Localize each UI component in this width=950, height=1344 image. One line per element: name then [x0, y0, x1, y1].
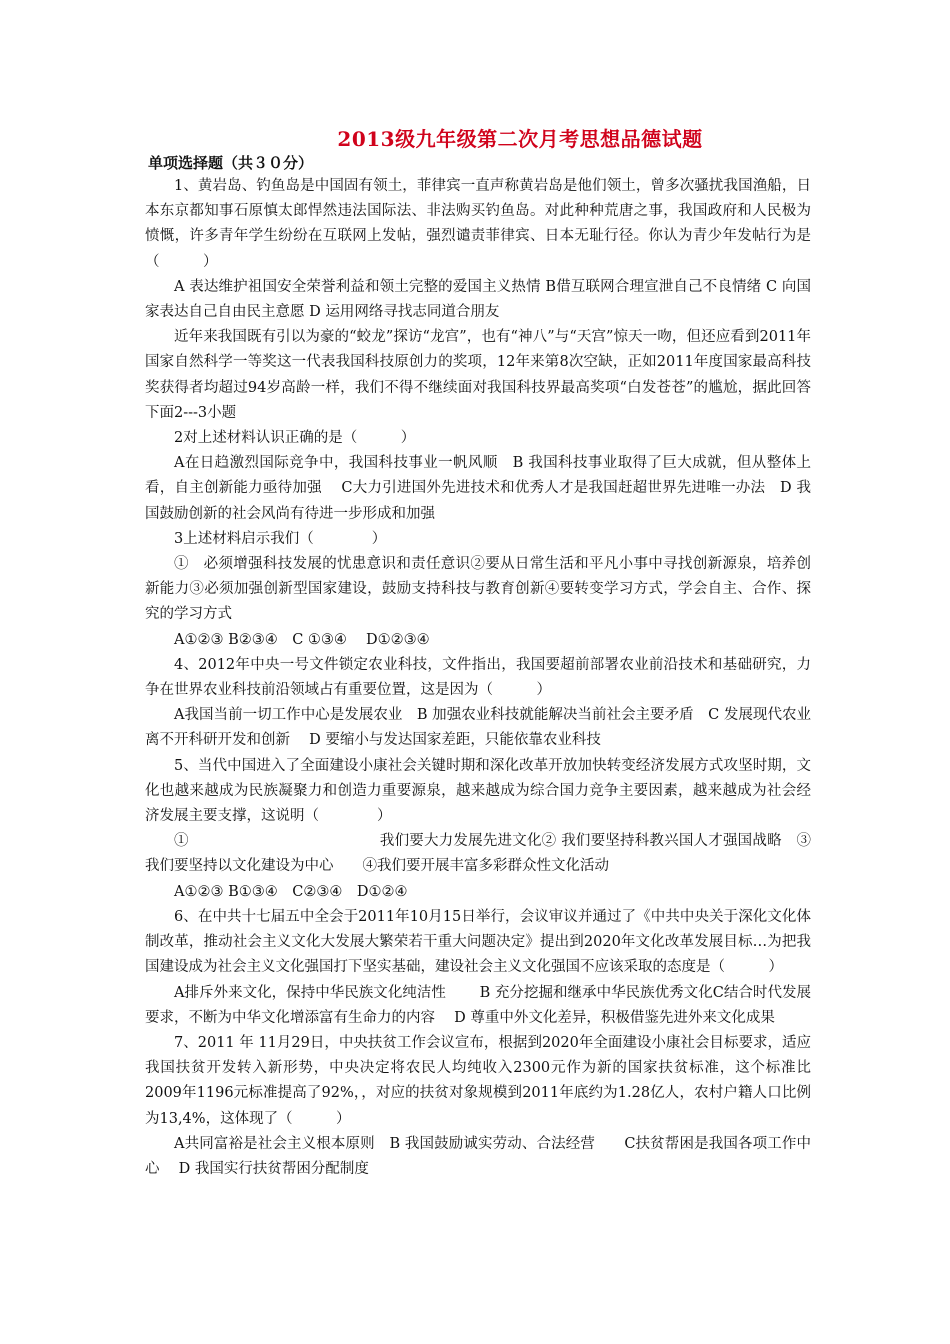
question-7-options: A共同富裕是社会主义根本原则 B 我国鼓励诚实劳动、合法经营 C扶贫帮困是我国各项工作中心 D 我国实行扶贫帮困分配制度 [145, 1135, 811, 1177]
question-2: 2对上述材料认识正确的是（ ） [174, 430, 416, 447]
question-2-options: A在日趋激烈国际竞争中，我国科技事业一帆风顺 B 我国科技事业取得了巨大成就，但从整体上看，自主创新能力亟待加强 C大力引进国外先进技术和优秀人才是我国赶超世界先进唯一办法 D 我国鼓励创新的社会风尚有待进一步形成和加强 [145, 455, 811, 522]
question-5: 5、当代中国进入了全面建设小康社会关键时期和深化改革开放加快转变经济发展方式攻坚时期，文化也越来越成为民族凝聚力和创造力重要源泉，越来越成为综合国力竞争主要因素，越来越成为社会经济发展主要支撑，这说明（ ） [145, 757, 811, 825]
question-5-options: A①②③ B①③④ C②③④ D①②④ [174, 883, 408, 900]
question-1: 1、黄岩岛、钓鱼岛是中国固有领土，菲律宾一直声称黄岩岛是他们领土，曾多次骚扰我国渔船，日本东京都知事石原慎太郎悍然违法国际法、非法购买钓鱼岛。对此种种荒唐之事，我国政府和人民极为愤慨，许多青年学生纷纷在互联网上发帖，强烈谴责菲律宾、日本无耻行径。你认为青少年发帖行为是（ ） [145, 178, 811, 270]
question-7: 7、2011 年 11月29日，中央扶贫工作会议宣布，根据到2020年全面建设小康社会目标要求，适应我国扶贫开发转入新形势，中央决定将农民人均纯收入2300元作为新的国家扶贫标准，这个标准比2009年1196元标准提高了92%，，对应的扶贫对象规模到2011年底约为1.28亿人，农村户籍人口比例为13,4%，这体现了（ ） [145, 1034, 811, 1127]
material-passage: 近年来我国既有引以为豪的“蛟龙”探访“龙宫”，也有“神八”与“天宫”惊天一吻，但还应看到2011年国家自然科学一等奖这一代表我国科技原创力的奖项，12年来第8次空缺，正如2011年度国家最高科技奖获得者均超过94岁高龄一样，我们不得不继续面对我国科技界最高奖项“白发苍苍”的尴尬，据此回答下面2---3小题 [145, 329, 811, 421]
question-3: 3上述材料启示我们（ ） [174, 530, 387, 547]
question-3-options: A①②③ B②③④ C ①③④ D①②③④ [174, 631, 430, 648]
question-1-options: A 表达维护祖国安全荣誉利益和领土完整的爱国主义热情 B借互联网合理宣泄自己不良情绪 C 向国家表达自己自由民主意愿 D 运用网络寻找志同道合朋友 [145, 278, 811, 321]
question-6-options: A排斥外来文化，保持中华民族文化纯洁性 B 充分挖掘和继承中华民族优秀文化C结合时代发展要求，不断为中华文化增添富有生命力的内容 D 尊重中外文化差异，积极借鉴先进外来文化成果 [145, 984, 811, 1026]
question-5-statements: ① 我们要大力发展先进文化② 我们要坚持科教兴国人才强国战略 ③ 我们要坚持以文化建设为中心 ④我们要开展丰富多彩群众性文化活动 [145, 833, 811, 875]
question-6: 6、在中共十七届五中全会于2011年10月15日举行，会议审议并通过了《中共中央关于深化文化体制改革，推动社会主义文化大发展大繁荣若干重大问题决定》提出到2020年文化改革发展目标…为把我国建设成为社会主义文化强国打下坚实基础，建设社会主义文化强国不应该采取的态度是（ ） [145, 908, 811, 976]
section-heading: 单项选择题（共３０分） [148, 154, 314, 172]
page-title: 2013级九年级第二次月考思想品德试题 [337, 127, 703, 151]
question-4: 4、2012年中央一号文件锁定农业科技，文件指出，我国要超前部署农业前沿技术和基础研究，力争在世界农业科技前沿领域占有重要位置，这是因为（ ） [145, 656, 811, 699]
question-3-statements: ① 必须增强科技发展的忧患意识和责任意识②要从日常生活和平凡小事中寻找创新源泉，培养创新能力③必须加强创新型国家建设，鼓励支持科技与教育创新④要转变学习方式，学会自主、合作、探究的学习方式 [145, 556, 811, 623]
question-body [145, 174, 811, 1182]
question-4-options: A我国当前一切工作中心是发展农业 B 加强农业科技就能解决当前社会主要矛盾 C 发展现代农业离不开科研开发和创新 D 要缩小与发达国家差距，只能依靠农业科技 [145, 707, 811, 749]
